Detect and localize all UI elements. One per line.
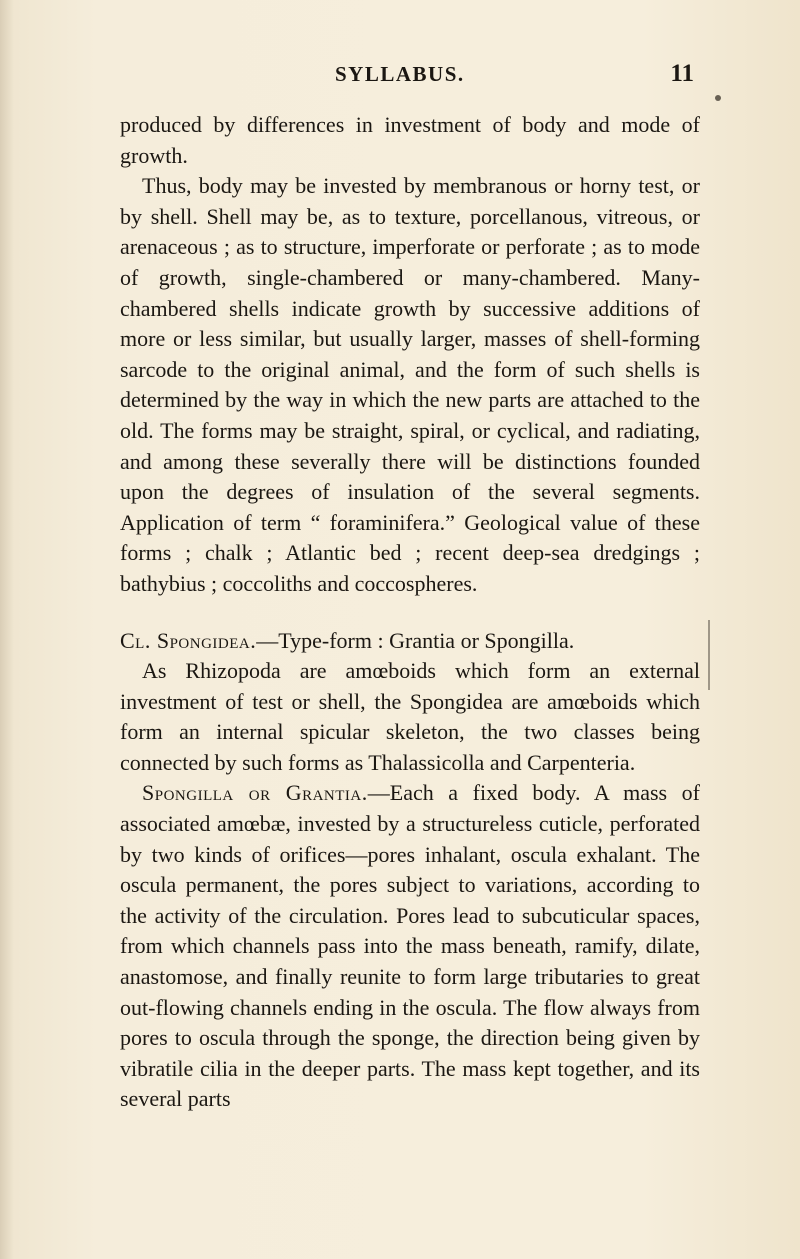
class-heading: Cl. Spongidea. xyxy=(120,627,257,653)
class-type-form: —Type-form : Grantia or Spongilla. xyxy=(256,627,575,653)
section-body: —Each a fixed body. A mass of associated amœbæ, invested by a structureless cuticle, perforated by two kinds of orifices—pores inhalant, oscula exhalant. The oscula permanent, the pores subject to variations, according to the activity of the circulation. Pores lead to subcuticular spaces, from which channels pass into the mass beneath, ramify, dilate, anastomose, and finally reunite to form large tributaries to great out-flowing channels ending in the oscula. The flow always from pores to oscula through the sponge, the direction being given by vibratile cilia in the deeper parts. The mass kept together, and its several parts xyxy=(120,780,700,1112)
page-header xyxy=(120,62,700,92)
running-head: SYLLABUS. xyxy=(335,62,465,86)
page-number: 11 xyxy=(670,60,694,87)
paragraph-shell-types: Thus, body may be invested by membranous or horny test, or by shell. Shell may be, as to texture, porcellanous, vitreous, or arenaceous ; as to structure, imperforate or perforate ; as to mode of growth, single-chambered or many-chambered. Many-chambered shells indicate growth by successive additions of more or less similar, but usually larger, masses of shell-forming sarcode to the original animal, and the form of such shells is determined by the way in which the new parts are attached to the old. The forms may be straight, spiral, or cyclical, and radiating, and among these severally there will be distinctions founded upon the degrees of insulation of the several segments. Application of term “ foraminifera.” Geological value of these forms ; chalk ; Atlantic bed ; recent deep-sea dredgings ; bathybius ; coccoliths and coccospheres. xyxy=(120,173,700,596)
paragraph-class-spongidea xyxy=(120,626,700,657)
page-edge-shadow xyxy=(0,0,14,1259)
paragraph-spongilla-grantia xyxy=(120,778,700,1115)
margin-pencil-mark xyxy=(708,620,710,690)
body-text xyxy=(120,110,700,1115)
section-heading: Spongilla or Grantia. xyxy=(142,780,368,806)
margin-dot-mark xyxy=(715,95,721,101)
paragraph-rhizopoda-comparison: As Rhizopoda are amœboids which form an external investment of test or shell, the Spongidea are amœboids which form an internal spicular skeleton, the two classes being connected by such forms as Thalassicolla and Carpenteria. xyxy=(120,658,700,775)
paragraph-growth-intro: produced by differences in investment of body and mode of growth. xyxy=(120,112,700,168)
